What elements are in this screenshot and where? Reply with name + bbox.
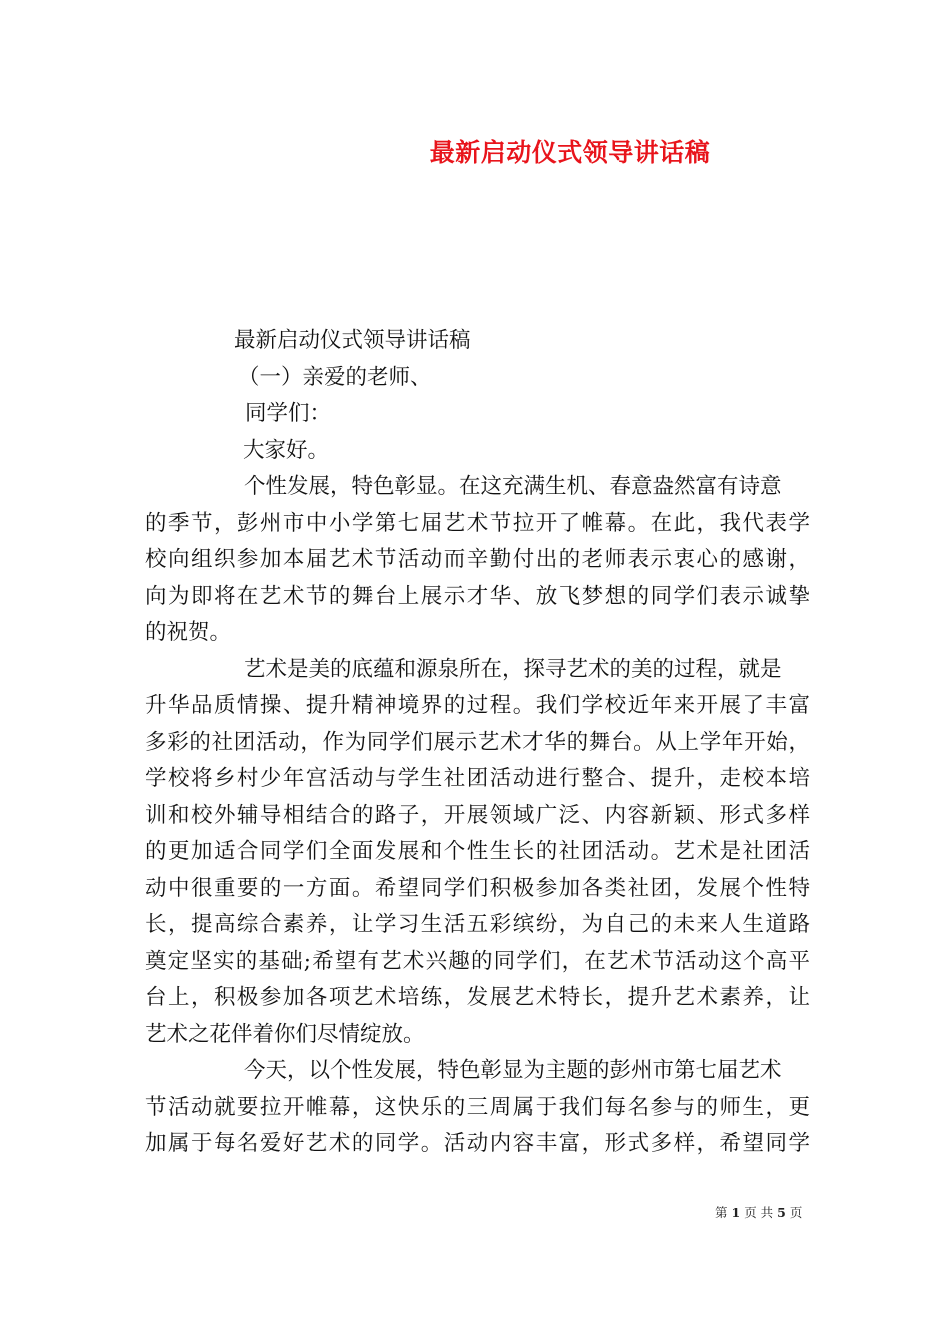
paragraph-line: 校向组织参加本届艺术节活动而辛勤付出的老师表示衷心的感谢，: [145, 547, 810, 572]
paragraph-line: 的祝贺。: [145, 620, 232, 645]
footer-prefix: 第: [715, 1205, 728, 1220]
subtitle: 最新启动仪式领导讲话稿: [234, 328, 471, 353]
paragraph-line: 个性发展，特色彰显。在这充满生机、春意盎然富有诗意: [244, 474, 782, 499]
paragraph-line: 动中很重要的一方面。希望同学们积极参加各类社团，发展个性特: [145, 875, 810, 901]
paragraph-line: 的更加适合同学们全面发展和个性生长的社团活动。艺术是社团活: [145, 839, 810, 864]
paragraph: [145, 1053, 810, 1163]
paragraph-line: 奠定坚实的基础;希望有艺术兴趣的同学们，在艺术节活动这个高平: [145, 948, 810, 974]
paragraph-line: 艺术之花伴着你们尽情绽放。: [145, 1021, 425, 1047]
paragraph-line: 向为即将在艺术节的舞台上展示才华、放飞梦想的同学们表示诚挚: [145, 583, 810, 609]
paragraph-line: 的季节，彭州市中小学第七届艺术节拉开了帷幕。在此，我代表学: [145, 510, 810, 536]
paragraph-line: 学校将乡村少年宫活动与学生社团活动进行整合、提升，走校本培: [145, 766, 810, 791]
document-body: [145, 323, 810, 1163]
footer-middle: 页 共: [744, 1205, 774, 1220]
greeting-line: 大家好。: [243, 437, 330, 463]
document-title: 最新启动仪式领导讲话稿: [429, 138, 711, 167]
paragraph-line: 多彩的社团活动，作为同学们展示艺术才华的舞台。从上学年开始，: [145, 729, 810, 755]
paragraph-line: 艺术是美的底蕴和源泉所在，探寻艺术的美的过程，就是: [244, 656, 782, 682]
page-number-footer: [715, 1203, 802, 1221]
paragraph: [145, 652, 810, 1054]
greeting-line: （一）亲爱的老师、: [238, 364, 432, 390]
total-pages-number: 5: [777, 1205, 786, 1220]
paragraph-line: 加属于每名爱好艺术的同学。活动内容丰富，形式多样，希望同学: [145, 1131, 810, 1156]
paragraph-line: 升华品质情操、提升精神境界的过程。我们学校近年来开展了丰富: [145, 693, 810, 718]
current-page-number: 1: [731, 1205, 741, 1220]
paragraph-line: 训和校外辅导相结合的路子，开展领域广泛、内容新颖、形式多样: [145, 802, 810, 828]
paragraph-line: 台上，积极参加各项艺术培练，发展艺术特长，提升艺术素养，让: [145, 985, 810, 1010]
paragraph-line: 长，提高综合素养，让学习生活五彩缤纷，为自己的未来人生道路: [145, 912, 810, 937]
paragraph-line: 节活动就要拉开帷幕，这快乐的三周属于我们每名参与的师生，更: [145, 1094, 810, 1120]
paragraph-line: 今天，以个性发展，特色彰显为主题的彭州市第七届艺术: [244, 1058, 782, 1083]
greeting-line: 同学们：: [245, 401, 332, 426]
paragraph: [145, 469, 810, 652]
footer-suffix: 页: [789, 1205, 803, 1220]
